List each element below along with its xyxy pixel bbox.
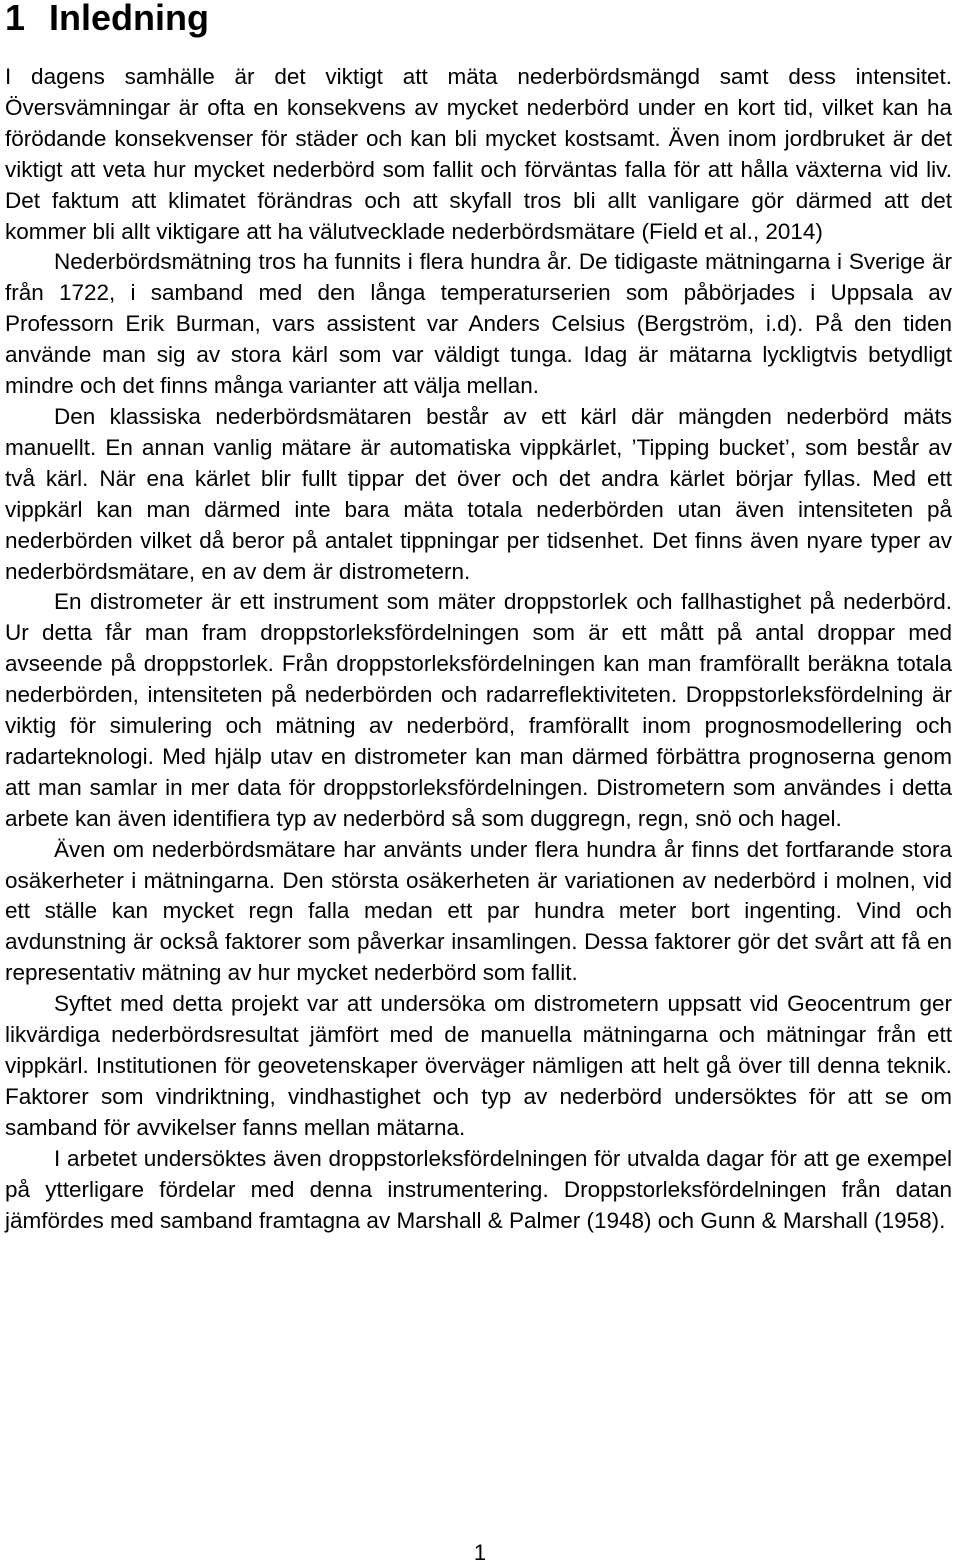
paragraph-distrometer: En distrometer är ett instrument som mäter droppstorlek och fallhastighet på nederbörd. Ur detta får man fram droppstorleksfördelningen som är ett mått på antal droppar med avseende på droppstorlek. Från droppstorleksfördelningen kan man framförallt beräkna totala nederbörden, intensiteten på nederbörden och radarreflektiviteten. Droppstorleksfördelning är viktig för simulering och mätning av nederbörd, framförallt inom prognosmodellering och radarteknologi. Med hjälp utav en distrometer kan man därmed förbättra prognoserna genom att man samlar in mer data för droppstorleksfördelningen. Distrometern som användes i detta arbete kan även identifiera typ av nederbörd så som duggregn, regn, snö och hagel. <box>5 589 952 831</box>
paragraph-uncertainty: Även om nederbördsmätare har använts under flera hundra år finns det fortfarande stora osäkerheter i mätningarna. Den största osäkerheten är variationen av nederbörd i molnen, vid ett ställe kan mycket regn falla medan ett par hundra meter bort ingenting. Vind och avdunstning är också faktorer som påverkar insamlingen. Dessa faktorer gör det svårt att få en representativ mätning av hur mycket nederbörd som fallit. <box>5 836 952 986</box>
section-number: 1 <box>5 0 26 38</box>
section-title: Inledning <box>49 0 210 38</box>
page-number: 1 <box>473 1540 487 1565</box>
paragraph-dsd: I arbetet undersöktes även droppstorleksfördelningen för utvalda dagar för att ge exempel på ytterligare fördelar med denna instrumentering. Droppstorleksfördelningen från datan jämfördes med samband framtagna av Marshall & Palmer (1948) och Gunn & Marshall (1958). <box>5 1145 952 1233</box>
body-text <box>5 62 952 1236</box>
paragraph-intro: I dagens samhälle är det viktigt att mäta nederbördsmängd samt dess intensitet. Översvämningar är ofta en konsekvens av mycket nederbörd under en kort tid, vilket kan ha förödande konsekvenser för städer och kan bli mycket kostsamt. Även inom jordbruket är det viktigt att veta hur mycket nederbörd som fallit och förväntas falla för att hålla växterna vid liv. Det faktum att klimatet förändras och att skyfall tros bli allt vanligare gör därmed att det kommer bli allt viktigare att ha välutvecklade nederbördsmätare (Field et al., 2014) <box>5 64 952 244</box>
paragraph-gauges: Den klassiska nederbördsmätaren består av ett kärl där mängden nederbörd mäts manuellt. En annan vanlig mätare är automatiska vippkärlet, ’Tipping bucket’, som består av två kärl. När ena kärlet blir fullt tippar det över och det andra kärlet börjar fyllas. Med ett vippkärl kan man därmed inte bara mäta totala nederbörden utan även intensiteten på nederbörden vilket då beror på antalet tippningar per tidsenhet. Det finns även nyare typer av nederbördsmätare, en av dem är distrometern. <box>5 403 952 584</box>
section-heading <box>5 0 209 40</box>
paragraph-history: Nederbördsmätning tros ha funnits i flera hundra år. De tidigaste mätningarna i Sverige är från 1722, i samband med den långa temperaturserien som påbörjades i Uppsala av Professorn Erik Burman, vars assistent var Anders Celsius (Bergström, i.d). På den tiden använde man sig av stora kärl som var väldigt tunga. Idag är mätarna lyckligtvis betydligt mindre och det finns många varianter att välja mellan. <box>5 249 952 399</box>
paragraph-purpose: Syftet med detta projekt var att undersöka om distrometern uppsatt vid Geocentrum ger likvärdiga nederbördsresultat jämfört med de manuella mätningarna och mätningar från ett vippkärl. Institutionen för geovetenskaper överväger nämligen att helt gå över till denna teknik. Faktorer som vindriktning, vindhastighet och typ av nederbörd undersöktes för att se om samband för avvikelser fanns mellan mätarna. <box>5 991 952 1140</box>
